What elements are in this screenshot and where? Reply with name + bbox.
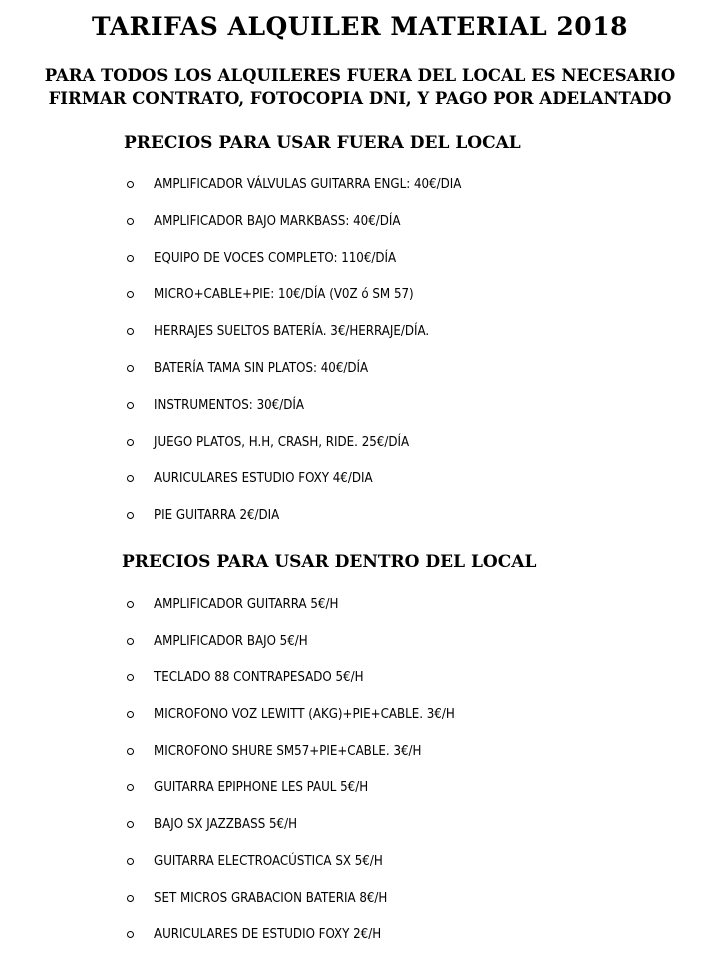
list-item bbox=[124, 852, 455, 889]
bullet-icon bbox=[127, 638, 134, 645]
bullet-icon bbox=[127, 181, 134, 188]
bullet-icon bbox=[127, 711, 134, 718]
list-item bbox=[124, 469, 461, 506]
list-item bbox=[124, 322, 461, 359]
list-item-text: AMPLIFICADOR GUITARRA 5€/H bbox=[154, 597, 339, 612]
list-item-text: MICROFONO VOZ LEWITT (AKG)+PIE+CABLE. 3€/H bbox=[154, 707, 455, 723]
list-item bbox=[124, 632, 455, 669]
section-heading-inside: PRECIOS PARA USAR DENTRO DEL LOCAL bbox=[122, 552, 537, 572]
bullet-icon bbox=[127, 674, 134, 681]
list-item-text: INSTRUMENTOS: 30€/DÍA bbox=[154, 397, 304, 413]
list-item bbox=[124, 433, 461, 470]
list-item bbox=[124, 506, 461, 543]
list-item-text: MICRO+CABLE+PIE: 10€/DÍA (V0Z ó SM 57) bbox=[154, 287, 414, 303]
list-item-text: AMPLIFICADOR VÁLVULAS GUITARRA ENGL: 40€/DIA bbox=[154, 177, 462, 192]
list-item bbox=[124, 285, 461, 322]
bullet-icon bbox=[127, 328, 134, 335]
list-item-text: MICROFONO SHURE SM57+PIE+CABLE. 3€/H bbox=[154, 743, 422, 759]
notice-line-2: FIRMAR CONTRATO, FOTOCOPIA DNI, Y PAGO POR ADELANTADO bbox=[48, 89, 672, 108]
bullet-icon bbox=[127, 858, 134, 865]
list-item-text: AURICULARES DE ESTUDIO FOXY 2€/H bbox=[154, 927, 382, 943]
list-item-text: PIE GUITARRA 2€/DIA bbox=[154, 508, 280, 524]
bullet-icon bbox=[127, 512, 134, 519]
bullet-icon bbox=[127, 895, 134, 902]
list-item bbox=[124, 668, 455, 705]
list-item bbox=[124, 359, 461, 396]
list-item bbox=[124, 396, 461, 433]
bullet-icon bbox=[127, 291, 134, 298]
page-title: TARIFAS ALQUILER MATERIAL 2018 bbox=[92, 12, 628, 41]
bullet-icon bbox=[127, 931, 134, 938]
section-heading-outside: PRECIOS PARA USAR FUERA DEL LOCAL bbox=[124, 133, 521, 153]
bullet-icon bbox=[127, 365, 134, 372]
list-item bbox=[124, 742, 455, 779]
bullet-icon bbox=[127, 601, 134, 608]
list-item-text: GUITARRA ELECTROACÚSTICA SX 5€/H bbox=[154, 853, 383, 869]
list-item bbox=[124, 889, 455, 926]
list-item bbox=[124, 925, 455, 962]
bullet-icon bbox=[127, 784, 134, 791]
rental-notice bbox=[0, 64, 720, 110]
list-item-text: AURICULARES ESTUDIO FOXY 4€/DIA bbox=[154, 471, 373, 487]
bullet-icon bbox=[127, 748, 134, 755]
bullet-icon bbox=[127, 475, 134, 482]
list-item-text: AMPLIFICADOR BAJO MARKBASS: 40€/DÍA bbox=[154, 213, 401, 229]
list-item bbox=[124, 815, 455, 852]
list-item bbox=[124, 212, 461, 249]
list-item-text: BAJO SX JAZZBASS 5€/H bbox=[154, 817, 298, 833]
list-item-text: EQUIPO DE VOCES COMPLETO: 110€/DÍA bbox=[154, 250, 397, 266]
list-item-text: BATERÍA TAMA SIN PLATOS: 40€/DÍA bbox=[154, 360, 369, 376]
list-item bbox=[124, 249, 461, 286]
price-list-outside bbox=[124, 175, 461, 543]
list-item bbox=[124, 705, 455, 742]
bullet-icon bbox=[127, 218, 134, 225]
list-item-text: HERRAJES SUELTOS BATERÍA. 3€/HERRAJE/DÍA. bbox=[154, 324, 430, 340]
price-list-inside bbox=[124, 595, 455, 962]
list-item-text: JUEGO PLATOS, H.H, CRASH, RIDE. 25€/DÍA bbox=[154, 434, 410, 450]
list-item bbox=[124, 778, 455, 815]
list-item-text: TECLADO 88 CONTRAPESADO 5€/H bbox=[154, 670, 364, 686]
bullet-icon bbox=[127, 821, 134, 828]
bullet-icon bbox=[127, 402, 134, 409]
list-item-text: SET MICROS GRABACION BATERIA 8€/H bbox=[154, 890, 388, 906]
list-item-text: AMPLIFICADOR BAJO 5€/H bbox=[154, 633, 308, 649]
bullet-icon bbox=[127, 255, 134, 262]
list-item bbox=[124, 595, 455, 632]
list-item-text: GUITARRA EPIPHONE LES PAUL 5€/H bbox=[154, 780, 369, 796]
bullet-icon bbox=[127, 439, 134, 446]
list-item bbox=[124, 175, 461, 212]
notice-line-1: PARA TODOS LOS ALQUILERES FUERA DEL LOCAL ES NECESARIO bbox=[44, 66, 676, 85]
